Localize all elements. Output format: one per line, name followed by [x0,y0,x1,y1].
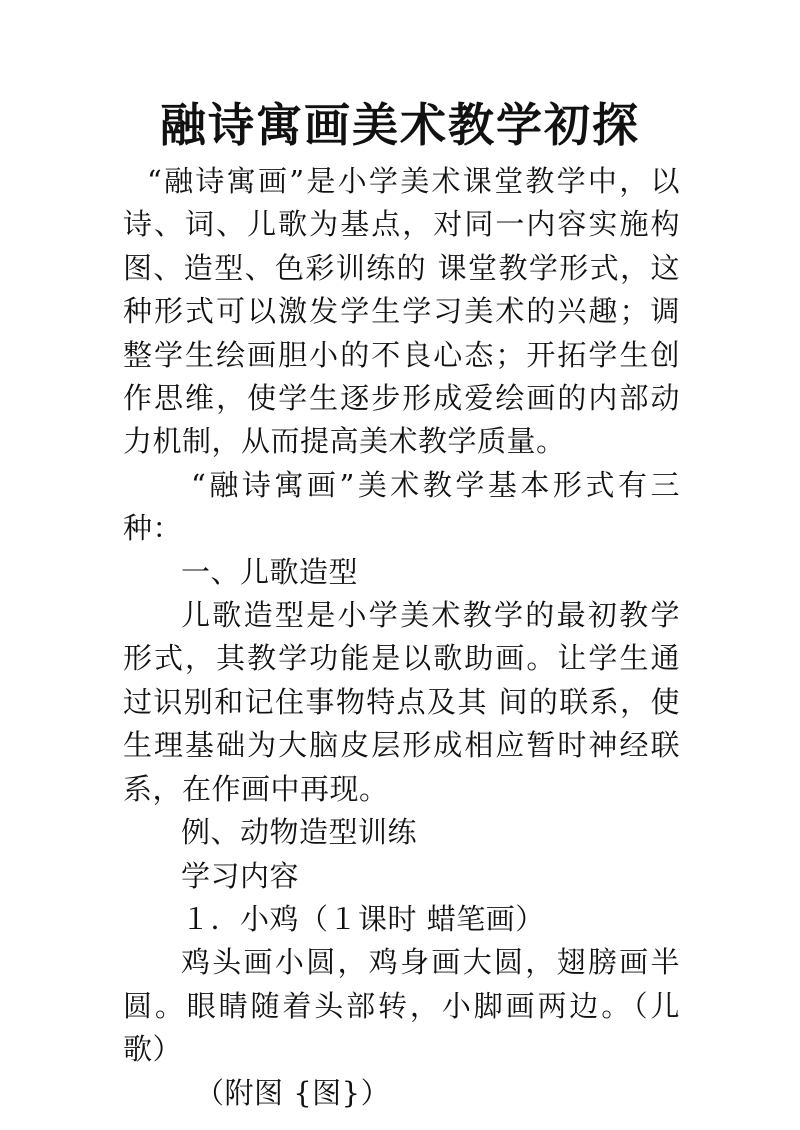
learning-content-heading: 学习内容 [181,858,300,893]
example-heading: 例、动物造型训练 [181,815,418,850]
section-heading-1: 一、儿歌造型 [181,554,359,589]
document-title: 融诗寓画美术教学初探 [160,98,640,152]
lesson-item-1: １．小鸡（１课时 蜡笔画） [181,901,545,936]
nursery-rhyme-paragraph: 鸡头画小圆，鸡身画大圆，翅膀画半圆。眼睛随着头部转，小脚画两边。（儿歌） [123,945,680,1067]
document-body [123,160,680,1115]
figure-reference: （附图 {图}） [195,1075,391,1110]
forms-intro-paragraph: “融诗寓画”美术教学基本形式有三种： [123,467,680,546]
intro-paragraph: “融诗寓画”是小学美术课堂教学中，以诗、词、儿歌为基点，对同一内容实施构图、造型、色彩训练的 课堂教学形式，这种形式可以激发学生学习美术的兴趣；调整学生绘画胆小的不良心态；开拓学生创作思维，使学生逐步形成爱绘画的内部动力机制，从而提高美术教学质量。 [123,164,680,459]
section-1-paragraph: 儿歌造型是小学美术教学的最初教学形式，其教学功能是以歌助画。让学生通过识别和记住事物特点及其 间的联系，使生理基础为大脑皮层形成相应暂时神经联系，在作画中再现。 [123,598,680,806]
